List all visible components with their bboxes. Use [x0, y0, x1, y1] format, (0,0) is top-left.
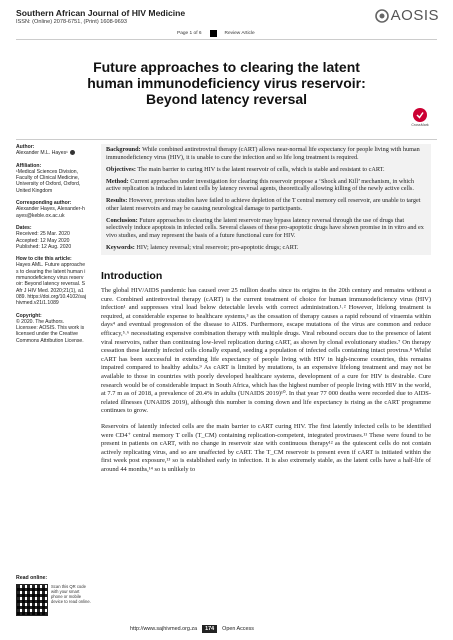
article-type: Review Article — [224, 31, 255, 36]
intro-paragraph-1: The global HIV/AIDS pandemic has caused over 25 million deaths since its origins in the 20th century and remains without a cure. Combined antiretroviral therapy (cART) is the current treatment of choice for human immunodeficiency virus (HIV) infection¹ and suppresses viral load below detectable levels with correct administration.¹˒² However, lifelong treatment is required, at considerable expense to healthcare systems,³ as the cessation of therapy causes a rapid rebound of viraemia within days⁴ and eventual progression of the disease to AIDS. Furthermore, escape mutations of the virus are common and reduce efficacy,⁵˒⁶ necessitating expensive combination therapy with multiple drugs. Viral rebound occurs due to the presence of latent viral reservoirs, rather than continuing low-level replication during cART, as shown by clonal evolutionary studies.⁷ On therapy cessation these latently infected cells clonally expand, seeding a population of infected cells containing intact provirus.⁸ Whilst cART has been successful in extending life expectancy of people living with HIV in high-income countries, this remains impaired compared to healthy adults.⁹ As cART is limited by mutations, is an expensive lifelong treatment and may not be available to those in countries with poorly developed healthcare systems, development of a cure for HIV is desirable. Cure research would be of considerable impact in South Africa, which has the highest number of people living with HIV in the world, at 7.7 m as of 2018, a prevalence of 20.4% in adults (UNAIDS 2019)¹⁰. In that year 77 000 deaths were recorded due to AIDS-related illnesses (UNAIDS 2019), although this number is coming down and life expectancy is rising as the cART programme continues to grow. — [101, 287, 431, 415]
separator-square-icon — [210, 30, 217, 37]
dates-heading: Dates: — [16, 224, 32, 231]
title-line-2: human immunodeficiency virus reservoir: — [87, 75, 366, 92]
body-text — [101, 287, 431, 481]
page-info: Page 1 of 6 — [177, 31, 202, 36]
read-online-heading: Read online: — [16, 575, 48, 581]
copyright: © 2020. The Authors. Licensee: AOSIS. This work is licensed under the Creative Commons Attribution License. — [16, 318, 85, 344]
objectives-label: Objectives: — [106, 165, 136, 173]
footer-page-number: 174 — [202, 625, 217, 633]
date-received: Received: 25 Mar. 2020 — [16, 231, 70, 238]
abstract-box — [101, 144, 431, 255]
keywords-text: HIV; latency reversal; viral reservoir; pro-apoptotic drugs; cART. — [136, 243, 299, 251]
copyright-heading: Copyright: — [16, 312, 42, 319]
conclusion-label: Conclusion: — [106, 216, 138, 224]
affiliation: ¹Medical Sciences Division, Faculty of Clinical Medicine, University of Oxford, Oxford, United Kingdom — [16, 168, 81, 194]
corresponding-author[interactable]: Alexander Hayes, Alexander-hayes@keble.ox.ac.uk — [16, 206, 85, 219]
method-text: Current approaches under investigation for clearing this reservoir propose a ‘Shock and Kill’ mechanism, in which active replication is induced in latent cells by latency reversal agents, theoretically allowing killing of the newly active cells. — [106, 177, 414, 192]
crossmark-icon — [413, 108, 427, 122]
citation[interactable]: Hayes AML. Future approaches to clearing the latent human immunodeficiency virus reservoir: Beyond latency reversal. S Afr J HIV Med. 2020;21(1), a1089. https://doi.org/10.4102/sajhivmed.v21i1.1089 — [16, 262, 86, 307]
page-info-bar — [177, 30, 255, 37]
author-name: Alexander M.L. Hayes¹ — [16, 150, 68, 157]
abstract-objectives — [106, 166, 426, 174]
author-line — [16, 150, 86, 156]
issn: ISSN: (Online) 2078-6751, (Print) 1608-9693 — [16, 19, 128, 25]
author-heading: Author: — [16, 144, 35, 150]
sidebar — [16, 144, 86, 344]
date-published: Published: 12 Aug. 2020 — [16, 243, 72, 250]
results-text: However, previous studies have failed to achieve depletion of the T central memory cell reservoir, are unable to target other latent reservoirs and may be causing neurological damage to participants. — [106, 197, 421, 212]
abstract-results — [106, 197, 426, 212]
orcid-icon[interactable] — [70, 150, 75, 155]
footer-url[interactable]: http://www.sajhivmed.org.za — [130, 626, 198, 632]
article-title — [30, 59, 423, 108]
introduction-heading: Introduction — [101, 270, 163, 282]
abstract-method — [106, 178, 426, 193]
read-online — [16, 575, 96, 616]
cite-heading: How to cite this article: — [16, 256, 72, 263]
results-label: Results: — [106, 197, 128, 204]
abstract-background — [106, 146, 426, 161]
logo-text: AOSIS — [390, 7, 439, 24]
title-line-3: Beyond latency reversal — [145, 91, 308, 108]
background-text: While combined antiretroviral therapy (cART) allows near-normal life expectancy for people living with human immunodeficiency virus (HIV), it is unable to cure the infection and so life long treatment is required. — [106, 146, 420, 161]
qr-instructions: Scan this QR code with your smart phone or mobile device to read online. — [51, 584, 91, 604]
date-accepted: Accepted: 12 May 2020 — [16, 237, 70, 244]
title-line-1: Future approaches to clearing the latent — [93, 59, 360, 75]
footer — [130, 625, 254, 633]
corresponding-heading: Corresponding author: — [16, 200, 72, 207]
publisher-logo — [375, 7, 439, 24]
intro-paragraph-2: Reservoirs of latently infected cells are the main barrier to cART curing HIV. The first latently infected cells to be identified were CD4⁺ central memory T cells (T_CM) containing replication-competent, integrated proviruses.¹¹ These were found to be present in patients on cART, with no change in reservoir size with continuous therapy¹² as the quiescent cells do not contain actively replicating virus, and so are unaffected by cART. The T_CM reservoir is present even if cART is initiated within the first week post exposure,¹³ so is established early in infection. It is also extremely stable, as the latent cells have a half-life of around 44 months,¹⁴ so is unlikely to — [101, 422, 431, 473]
abstract-keywords — [106, 244, 426, 252]
journal-title: Southern African Journal of HIV Medicine — [16, 8, 186, 18]
objectives-text: The main barrier to curing HIV is the latent reservoir of cells, which is stable and resistant to cART. — [137, 165, 385, 173]
crossmark-badge[interactable] — [404, 108, 436, 127]
qr-code-icon[interactable] — [16, 584, 48, 616]
aosis-logo-icon — [375, 9, 389, 23]
abstract-conclusion — [106, 217, 426, 240]
footer-access: Open Access — [222, 626, 254, 632]
conclusion-text: Future approaches to clearing the latent reservoir may bypass latency reversal through the use of drugs that selectively induce apoptosis in infected cells. Several classes of these pro-apoptotic drugs have shown promise in in vitro and ex vivo studies, and may represent the basis of a future functional cure for HIV. — [106, 216, 424, 239]
title-divider — [16, 139, 437, 140]
background-label: Background: — [106, 146, 141, 153]
crossmark-label: CrossMark — [411, 123, 429, 127]
affiliation-heading: Affiliation: — [16, 162, 42, 169]
header-divider — [16, 39, 437, 40]
method-label: Method: — [106, 177, 129, 185]
keywords-label: Keywords: — [106, 243, 135, 251]
